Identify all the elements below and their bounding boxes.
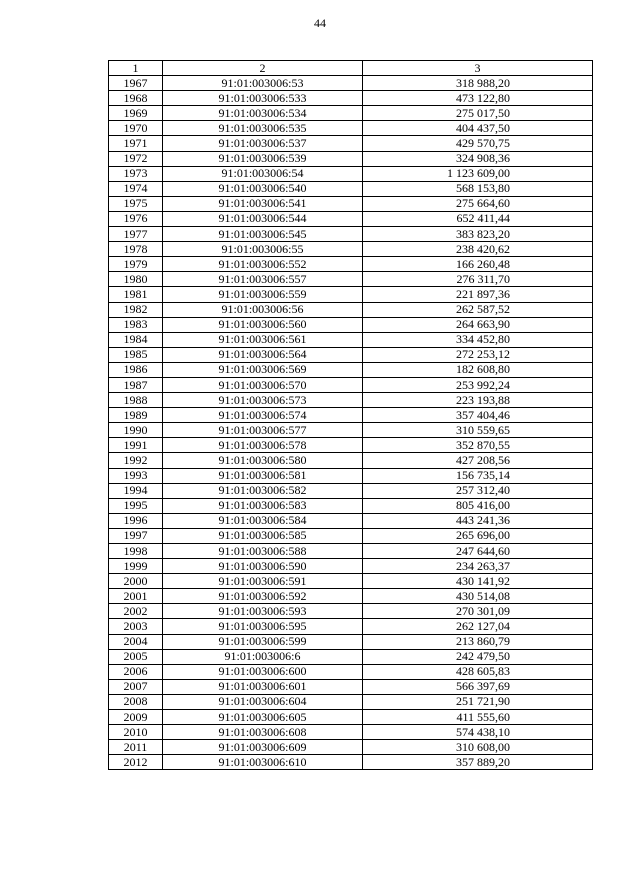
value-cell: 270 301,09 xyxy=(363,604,593,619)
table-row xyxy=(109,619,593,634)
table-row xyxy=(109,121,593,136)
table-row xyxy=(109,725,593,740)
value-cell: 357 889,20 xyxy=(363,755,593,770)
cadastral-number-cell: 91:01:003006:591 xyxy=(163,574,363,589)
table-row xyxy=(109,272,593,287)
table-row xyxy=(109,634,593,649)
table-row xyxy=(109,408,593,423)
value-cell: 566 397,69 xyxy=(363,679,593,694)
row-number-cell: 1994 xyxy=(109,483,163,498)
row-number-cell: 2009 xyxy=(109,710,163,725)
row-number-cell: 2008 xyxy=(109,694,163,709)
row-number-cell: 2010 xyxy=(109,725,163,740)
table-row xyxy=(109,604,593,619)
table-row xyxy=(109,710,593,725)
table-row xyxy=(109,528,593,543)
value-cell: 213 860,79 xyxy=(363,634,593,649)
value-cell: 443 241,36 xyxy=(363,513,593,528)
row-number-cell: 2003 xyxy=(109,619,163,634)
table-row xyxy=(109,740,593,755)
value-cell: 357 404,46 xyxy=(363,408,593,423)
table-row xyxy=(109,468,593,483)
cadastral-number-cell: 91:01:003006:534 xyxy=(163,106,363,121)
cadastral-number-cell: 91:01:003006:6 xyxy=(163,649,363,664)
row-number-cell: 1992 xyxy=(109,453,163,468)
cadastral-number-cell: 91:01:003006:595 xyxy=(163,619,363,634)
row-number-cell: 2000 xyxy=(109,574,163,589)
table-row xyxy=(109,664,593,679)
table-row xyxy=(109,242,593,257)
row-number-cell: 1975 xyxy=(109,196,163,211)
value-cell: 253 992,24 xyxy=(363,377,593,392)
row-number-cell: 1995 xyxy=(109,498,163,513)
table-row xyxy=(109,453,593,468)
cadastral-number-cell: 91:01:003006:574 xyxy=(163,408,363,423)
value-cell: 166 260,48 xyxy=(363,257,593,272)
row-number-cell: 2012 xyxy=(109,755,163,770)
cadastral-number-cell: 91:01:003006:578 xyxy=(163,438,363,453)
cadastral-number-cell: 91:01:003006:585 xyxy=(163,528,363,543)
table-row xyxy=(109,317,593,332)
cadastral-number-cell: 91:01:003006:560 xyxy=(163,317,363,332)
row-number-cell: 1968 xyxy=(109,91,163,106)
table-row xyxy=(109,483,593,498)
table-row xyxy=(109,679,593,694)
table-row xyxy=(109,287,593,302)
table-row xyxy=(109,302,593,317)
value-cell: 383 823,20 xyxy=(363,227,593,242)
cadastral-number-cell: 91:01:003006:53 xyxy=(163,76,363,91)
table-row xyxy=(109,513,593,528)
value-cell: 352 870,55 xyxy=(363,438,593,453)
table-row xyxy=(109,574,593,589)
row-number-cell: 1999 xyxy=(109,559,163,574)
row-number-cell: 1976 xyxy=(109,211,163,226)
value-cell: 223 193,88 xyxy=(363,393,593,408)
row-number-cell: 1980 xyxy=(109,272,163,287)
table-header xyxy=(109,61,593,76)
row-number-cell: 1987 xyxy=(109,377,163,392)
table-row xyxy=(109,136,593,151)
row-number-cell: 1993 xyxy=(109,468,163,483)
row-number-cell: 2004 xyxy=(109,634,163,649)
cadastral-number-cell: 91:01:003006:600 xyxy=(163,664,363,679)
cadastral-number-cell: 91:01:003006:581 xyxy=(163,468,363,483)
cadastral-number-cell: 91:01:003006:559 xyxy=(163,287,363,302)
value-cell: 568 153,80 xyxy=(363,181,593,196)
row-number-cell: 2006 xyxy=(109,664,163,679)
row-number-cell: 1986 xyxy=(109,362,163,377)
row-number-cell: 1971 xyxy=(109,136,163,151)
row-number-cell: 1972 xyxy=(109,151,163,166)
cadastral-number-cell: 91:01:003006:564 xyxy=(163,347,363,362)
cadastral-number-cell: 91:01:003006:541 xyxy=(163,196,363,211)
value-cell: 221 897,36 xyxy=(363,287,593,302)
row-number-cell: 1969 xyxy=(109,106,163,121)
row-number-cell: 1996 xyxy=(109,513,163,528)
value-cell: 262 127,04 xyxy=(363,619,593,634)
cadastral-number-cell: 91:01:003006:608 xyxy=(163,725,363,740)
row-number-cell: 1970 xyxy=(109,121,163,136)
row-number-cell: 1998 xyxy=(109,544,163,559)
value-cell: 1 123 609,00 xyxy=(363,166,593,181)
cadastral-number-cell: 91:01:003006:570 xyxy=(163,377,363,392)
row-number-cell: 1991 xyxy=(109,438,163,453)
cadastral-number-cell: 91:01:003006:535 xyxy=(163,121,363,136)
table-row xyxy=(109,257,593,272)
row-number-cell: 1982 xyxy=(109,302,163,317)
row-number-cell: 1985 xyxy=(109,347,163,362)
value-cell: 251 721,90 xyxy=(363,694,593,709)
cadastral-number-cell: 91:01:003006:557 xyxy=(163,272,363,287)
table-row xyxy=(109,166,593,181)
value-cell: 411 555,60 xyxy=(363,710,593,725)
value-cell: 247 644,60 xyxy=(363,544,593,559)
row-number-cell: 1989 xyxy=(109,408,163,423)
value-cell: 427 208,56 xyxy=(363,453,593,468)
cadastral-number-cell: 91:01:003006:604 xyxy=(163,694,363,709)
row-number-cell: 1967 xyxy=(109,76,163,91)
cadastral-number-cell: 91:01:003006:583 xyxy=(163,498,363,513)
column-header-1: 1 xyxy=(109,61,163,76)
value-cell: 334 452,80 xyxy=(363,332,593,347)
table-row xyxy=(109,362,593,377)
value-cell: 242 479,50 xyxy=(363,649,593,664)
table-row xyxy=(109,589,593,604)
value-cell: 310 608,00 xyxy=(363,740,593,755)
table-row xyxy=(109,227,593,242)
value-cell: 404 437,50 xyxy=(363,121,593,136)
cadastral-number-cell: 91:01:003006:55 xyxy=(163,242,363,257)
cadastral-number-cell: 91:01:003006:584 xyxy=(163,513,363,528)
cadastral-number-cell: 91:01:003006:545 xyxy=(163,227,363,242)
row-number-cell: 1978 xyxy=(109,242,163,257)
value-cell: 310 559,65 xyxy=(363,423,593,438)
value-cell: 257 312,40 xyxy=(363,483,593,498)
table-row xyxy=(109,91,593,106)
table-row xyxy=(109,211,593,226)
cadastral-number-cell: 91:01:003006:561 xyxy=(163,332,363,347)
table-row xyxy=(109,76,593,91)
header-row xyxy=(109,61,593,76)
cadastral-number-cell: 91:01:003006:605 xyxy=(163,710,363,725)
row-number-cell: 1979 xyxy=(109,257,163,272)
cadastral-number-cell: 91:01:003006:54 xyxy=(163,166,363,181)
table-row xyxy=(109,181,593,196)
value-cell: 473 122,80 xyxy=(363,91,593,106)
table-row xyxy=(109,151,593,166)
table-row xyxy=(109,649,593,664)
row-number-cell: 2005 xyxy=(109,649,163,664)
value-cell: 264 663,90 xyxy=(363,317,593,332)
row-number-cell: 2001 xyxy=(109,589,163,604)
table-body xyxy=(109,76,593,770)
row-number-cell: 1981 xyxy=(109,287,163,302)
value-cell: 429 570,75 xyxy=(363,136,593,151)
value-cell: 574 438,10 xyxy=(363,725,593,740)
value-cell: 238 420,62 xyxy=(363,242,593,257)
table-row xyxy=(109,196,593,211)
value-cell: 805 416,00 xyxy=(363,498,593,513)
cadastral-number-cell: 91:01:003006:599 xyxy=(163,634,363,649)
table-row xyxy=(109,393,593,408)
table-row xyxy=(109,559,593,574)
table-row xyxy=(109,498,593,513)
cadastral-number-cell: 91:01:003006:552 xyxy=(163,257,363,272)
cadastral-number-cell: 91:01:003006:544 xyxy=(163,211,363,226)
row-number-cell: 1988 xyxy=(109,393,163,408)
table-row xyxy=(109,377,593,392)
row-number-cell: 1984 xyxy=(109,332,163,347)
table-row xyxy=(109,332,593,347)
value-cell: 234 263,37 xyxy=(363,559,593,574)
cadastral-number-cell: 91:01:003006:582 xyxy=(163,483,363,498)
value-cell: 276 311,70 xyxy=(363,272,593,287)
data-table xyxy=(108,60,593,770)
row-number-cell: 2011 xyxy=(109,740,163,755)
table-row xyxy=(109,438,593,453)
column-header-2: 2 xyxy=(163,61,363,76)
value-cell: 430 514,08 xyxy=(363,589,593,604)
cadastral-number-cell: 91:01:003006:539 xyxy=(163,151,363,166)
cadastral-number-cell: 91:01:003006:609 xyxy=(163,740,363,755)
value-cell: 652 411,44 xyxy=(363,211,593,226)
value-cell: 156 735,14 xyxy=(363,468,593,483)
value-cell: 262 587,52 xyxy=(363,302,593,317)
value-cell: 275 664,60 xyxy=(363,196,593,211)
row-number-cell: 2007 xyxy=(109,679,163,694)
table-row xyxy=(109,106,593,121)
cadastral-number-cell: 91:01:003006:590 xyxy=(163,559,363,574)
cadastral-number-cell: 91:01:003006:533 xyxy=(163,91,363,106)
value-cell: 318 988,20 xyxy=(363,76,593,91)
row-number-cell: 1977 xyxy=(109,227,163,242)
row-number-cell: 1997 xyxy=(109,528,163,543)
cadastral-number-cell: 91:01:003006:537 xyxy=(163,136,363,151)
row-number-cell: 1973 xyxy=(109,166,163,181)
row-number-cell: 1990 xyxy=(109,423,163,438)
table-row xyxy=(109,755,593,770)
page-number: 44 xyxy=(314,16,326,30)
row-number-cell: 1974 xyxy=(109,181,163,196)
cadastral-number-cell: 91:01:003006:577 xyxy=(163,423,363,438)
row-number-cell: 2002 xyxy=(109,604,163,619)
value-cell: 272 253,12 xyxy=(363,347,593,362)
cadastral-number-cell: 91:01:003006:601 xyxy=(163,679,363,694)
cadastral-number-cell: 91:01:003006:569 xyxy=(163,362,363,377)
value-cell: 324 908,36 xyxy=(363,151,593,166)
value-cell: 430 141,92 xyxy=(363,574,593,589)
value-cell: 182 608,80 xyxy=(363,362,593,377)
cadastral-number-cell: 91:01:003006:573 xyxy=(163,393,363,408)
cadastral-number-cell: 91:01:003006:592 xyxy=(163,589,363,604)
value-cell: 428 605,83 xyxy=(363,664,593,679)
cadastral-number-cell: 91:01:003006:593 xyxy=(163,604,363,619)
column-header-3: 3 xyxy=(363,61,593,76)
cadastral-number-cell: 91:01:003006:580 xyxy=(163,453,363,468)
cadastral-number-cell: 91:01:003006:56 xyxy=(163,302,363,317)
value-cell: 265 696,00 xyxy=(363,528,593,543)
value-cell: 275 017,50 xyxy=(363,106,593,121)
table-row xyxy=(109,347,593,362)
cadastral-number-cell: 91:01:003006:610 xyxy=(163,755,363,770)
table-row xyxy=(109,544,593,559)
row-number-cell: 1983 xyxy=(109,317,163,332)
table-row xyxy=(109,423,593,438)
cadastral-number-cell: 91:01:003006:588 xyxy=(163,544,363,559)
cadastral-number-cell: 91:01:003006:540 xyxy=(163,181,363,196)
table-row xyxy=(109,694,593,709)
